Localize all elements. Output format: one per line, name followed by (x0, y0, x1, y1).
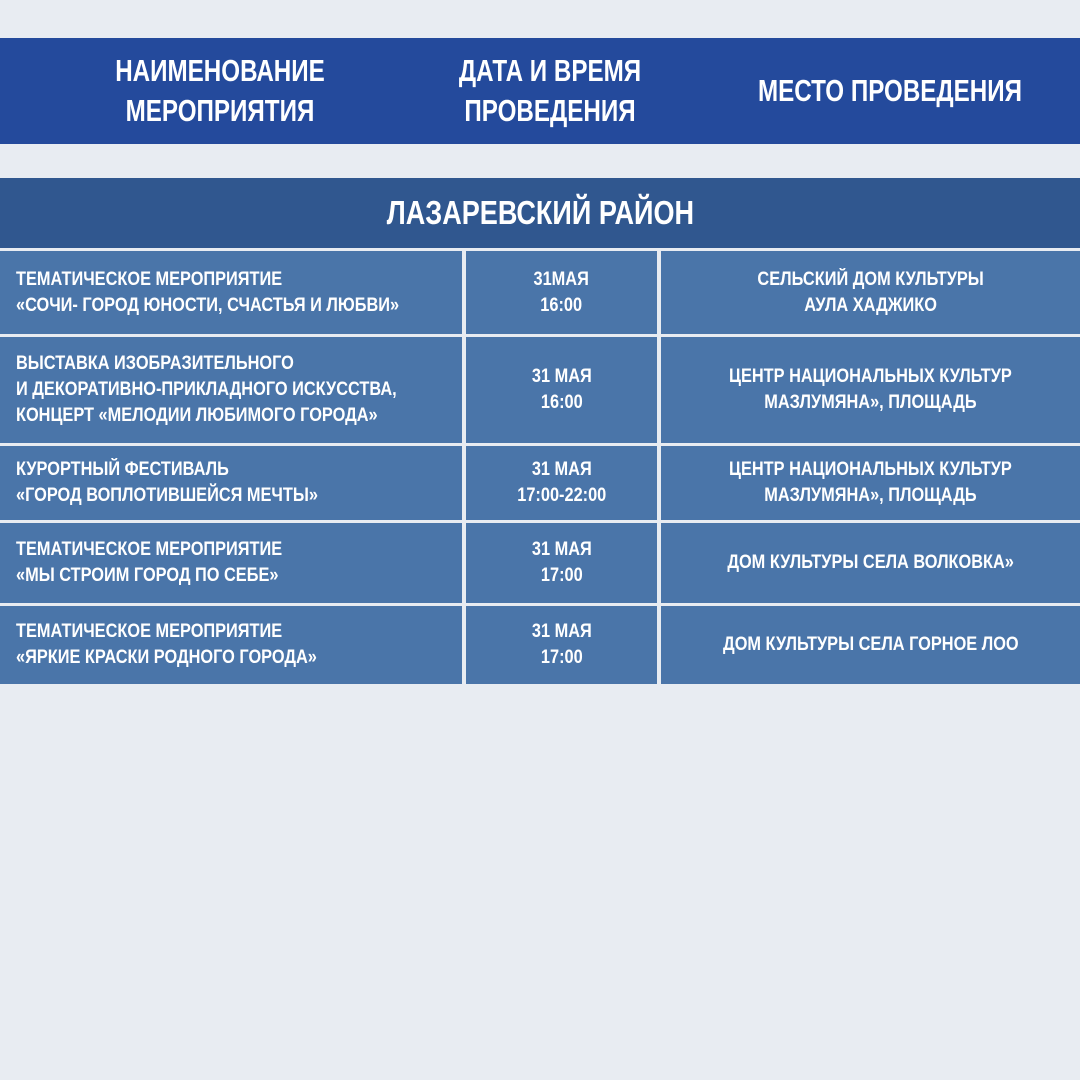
event-name: ТЕМАТИЧЕСКОЕ МЕРОПРИЯТИЕ «СОЧИ- ГОРОД ЮНОСТИ, СЧАСТЬЯ И ЛЮБВИ» (16, 268, 400, 316)
event-name: ВЫСТАВКА ИЗОБРАЗИТЕЛЬНОГО И ДЕКОРАТИВНО-ПРИКЛАДНОГО ИСКУССТВА, КОНЦЕРТ «МЕЛОДИИ ЛЮБИМОГО ГОРОДА» (16, 353, 397, 426)
event-place: ДОМ КУЛЬТУРЫ СЕЛА ГОРНОЕ ЛОО (722, 634, 1019, 655)
table-row (0, 603, 1080, 684)
place-cell (661, 446, 1080, 520)
header-place: МЕСТО ПРОВЕДЕНИЯ (757, 73, 1022, 108)
events-table (0, 248, 1080, 684)
datetime-cell (466, 337, 657, 443)
table-header (0, 38, 1080, 144)
datetime-cell (466, 523, 657, 603)
event-cell (0, 606, 462, 684)
event-cell (0, 523, 462, 603)
event-name: ТЕМАТИЧЕСКОЕ МЕРОПРИЯТИЕ «МЫ СТРОИМ ГОРОД ПО СЕБЕ» (16, 539, 283, 586)
district-title: ЛАЗАРЕВСКИЙ РАЙОН (386, 194, 694, 231)
place-cell (661, 606, 1080, 684)
event-cell (0, 337, 462, 443)
place-cell (661, 251, 1080, 334)
event-name: КУРОРТНЫЙ ФЕСТИВАЛЬ «ГОРОД ВОПЛОТИВШЕЙСЯ МЕЧТЫ» (16, 459, 318, 506)
datetime-cell (466, 446, 657, 520)
event-place: ЦЕНТР НАЦИОНАЛЬНЫХ КУЛЬТУР МАЗЛУМЯНА», ПЛОЩАДЬ (729, 366, 1012, 413)
event-datetime: 31 МАЯ 16:00 (531, 366, 592, 413)
event-datetime: 31МАЯ 16:00 (533, 268, 590, 316)
table-row (0, 248, 1080, 334)
event-name: ТЕМАТИЧЕСКОЕ МЕРОПРИЯТИЕ «ЯРКИЕ КРАСКИ РОДНОГО ГОРОДА» (16, 621, 317, 668)
header-date-time: ДАТА И ВРЕМЯ ПРОВЕДЕНИЯ (458, 53, 642, 128)
event-place: ДОМ КУЛЬТУРЫ СЕЛА ВОЛКОВКА» (727, 552, 1014, 573)
datetime-cell (466, 606, 657, 684)
table-row (0, 443, 1080, 520)
event-place: ЦЕНТР НАЦИОНАЛЬНЫХ КУЛЬТУР МАЗЛУМЯНА», ПЛОЩАДЬ (729, 459, 1012, 506)
place-cell (661, 523, 1080, 603)
place-cell (661, 337, 1080, 443)
event-datetime: 31 МАЯ 17:00-22:00 (516, 459, 607, 506)
table-row (0, 334, 1080, 443)
event-cell (0, 251, 462, 334)
district-heading (0, 178, 1080, 248)
event-datetime: 31 МАЯ 17:00 (531, 539, 592, 586)
event-place: СЕЛЬСКИЙ ДОМ КУЛЬТУРЫ АУЛА ХАДЖИКО (757, 268, 984, 316)
header-event-name: НАИМЕНОВАНИЕ МЕРОПРИЯТИЯ (115, 53, 325, 128)
event-cell (0, 446, 462, 520)
datetime-cell (466, 251, 657, 334)
table-row (0, 520, 1080, 603)
event-datetime: 31 МАЯ 17:00 (531, 621, 592, 668)
